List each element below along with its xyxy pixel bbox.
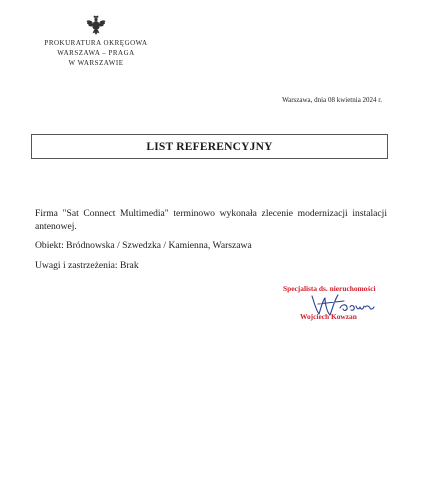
polish-eagle-emblem-icon [86,15,106,36]
letter-body [35,208,387,272]
title-box [31,134,388,159]
handwritten-signature-icon [304,290,376,318]
place-and-date: Warszawa, dnia 08 kwietnia 2024 r. [282,96,382,104]
document-title: LIST REFERENCYJNY [146,140,273,153]
paragraph-remarks: Uwagi i zastrzeżenia: Brak [35,259,139,271]
paragraph-object: Obiekt: Bródnowska / Szwedzka / Kamienna, Warszawa [35,240,252,251]
stamp-name: Wojciech Kowzan [300,312,357,321]
institution-line-1: PROKURATURA OKRĘGOWA [44,39,148,47]
stamp-role: Specjalista ds. nieruchomości [283,284,376,293]
paragraph-statement: Firma "Sat Connect Multimedia" terminowo wykonała zlecenie modernizacji instalacji antenowej. [35,208,387,232]
institution-name [20,38,172,68]
institution-line-2: WARSZAWA – PRAGA [57,49,135,57]
signature-stamp [280,284,390,324]
institution-line-3: W WARSZAWIE [68,59,124,67]
